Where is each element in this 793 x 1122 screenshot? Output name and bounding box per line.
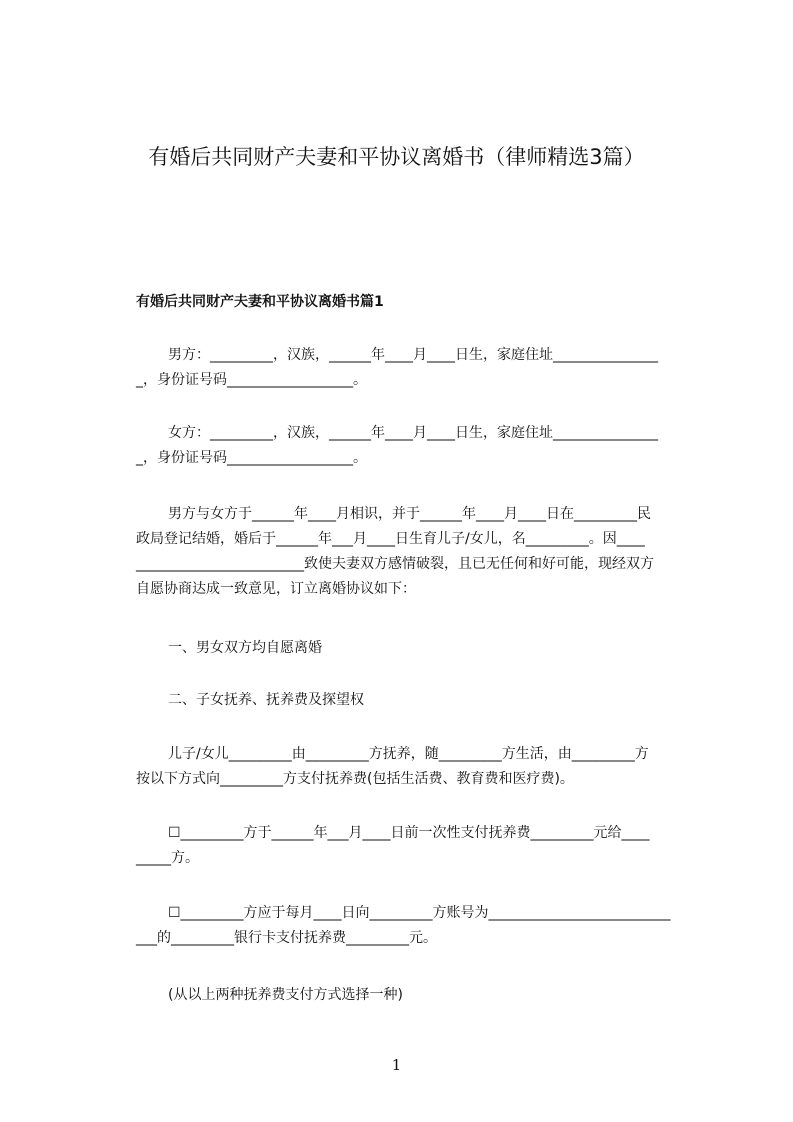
text-line: 按以下方式向_________方支付抚养费(包括生活费、教育费和医疗费)。 bbox=[136, 771, 574, 787]
clause-heading-divorce bbox=[104, 636, 702, 661]
paragraph-payment-note bbox=[104, 983, 702, 1008]
text-line: 女方：_________，汉族，______年____月____日生，家庭住址_______________ bbox=[168, 425, 658, 441]
paragraph-marriage-background bbox=[104, 502, 702, 602]
text-line: ________________________致使夫妻双方感情破裂，且已无任何和好可能，现经双方 bbox=[136, 556, 654, 572]
paragraph-child-custody bbox=[104, 742, 702, 792]
paragraph-husband-info bbox=[104, 343, 702, 393]
text-line: _，身份证号码__________________。 bbox=[136, 450, 367, 466]
text-line: (从以上两种抚养费支付方式选择一种) bbox=[168, 987, 403, 1003]
text-line: 政局登记结婚，婚后于______年___月____日生育儿子/女儿，名_________。因____ bbox=[136, 531, 645, 547]
text-line: ___的_________银行卡支付抚养费_________元。 bbox=[136, 930, 437, 946]
text-line: 儿子/女儿_________由_________方抚养，随_________方生活，由_________方 bbox=[168, 746, 649, 762]
paragraph-option-lump-sum bbox=[104, 821, 702, 871]
text-line: ☐_________方应于每月____日向_________方账号为__________________________ bbox=[168, 905, 671, 921]
text-line: _，身份证号码__________________。 bbox=[136, 372, 367, 388]
paragraph-option-monthly bbox=[104, 901, 702, 951]
document-title: 有婚后共同财产夫妻和平协议离婚书（律师精选3篇） bbox=[148, 145, 645, 169]
text-line: 自愿协商达成一致意见，订立离婚协议如下： bbox=[136, 581, 416, 597]
page-number: 1 bbox=[391, 1056, 402, 1074]
section-heading: 有婚后共同财产夫妻和平协议离婚书篇1 bbox=[136, 294, 384, 310]
paragraph-wife-info bbox=[104, 421, 702, 471]
text-line: 一、男女双方均自愿离婚 bbox=[168, 640, 322, 656]
text-line: 男方与女方于______年____月相识，并于______年____月____日在_________民 bbox=[168, 506, 651, 522]
text-line: _____方。 bbox=[136, 850, 199, 866]
text-line: ☐_________方于______年___月____日前一次性支付抚养费_________元给____ bbox=[168, 825, 650, 841]
text-line: 男方：_________，汉族，______年____月____日生，家庭住址_______________ bbox=[168, 347, 658, 363]
text-line: 二、子女抚养、抚养费及探望权 bbox=[168, 692, 364, 708]
clause-heading-child-support bbox=[104, 688, 702, 713]
